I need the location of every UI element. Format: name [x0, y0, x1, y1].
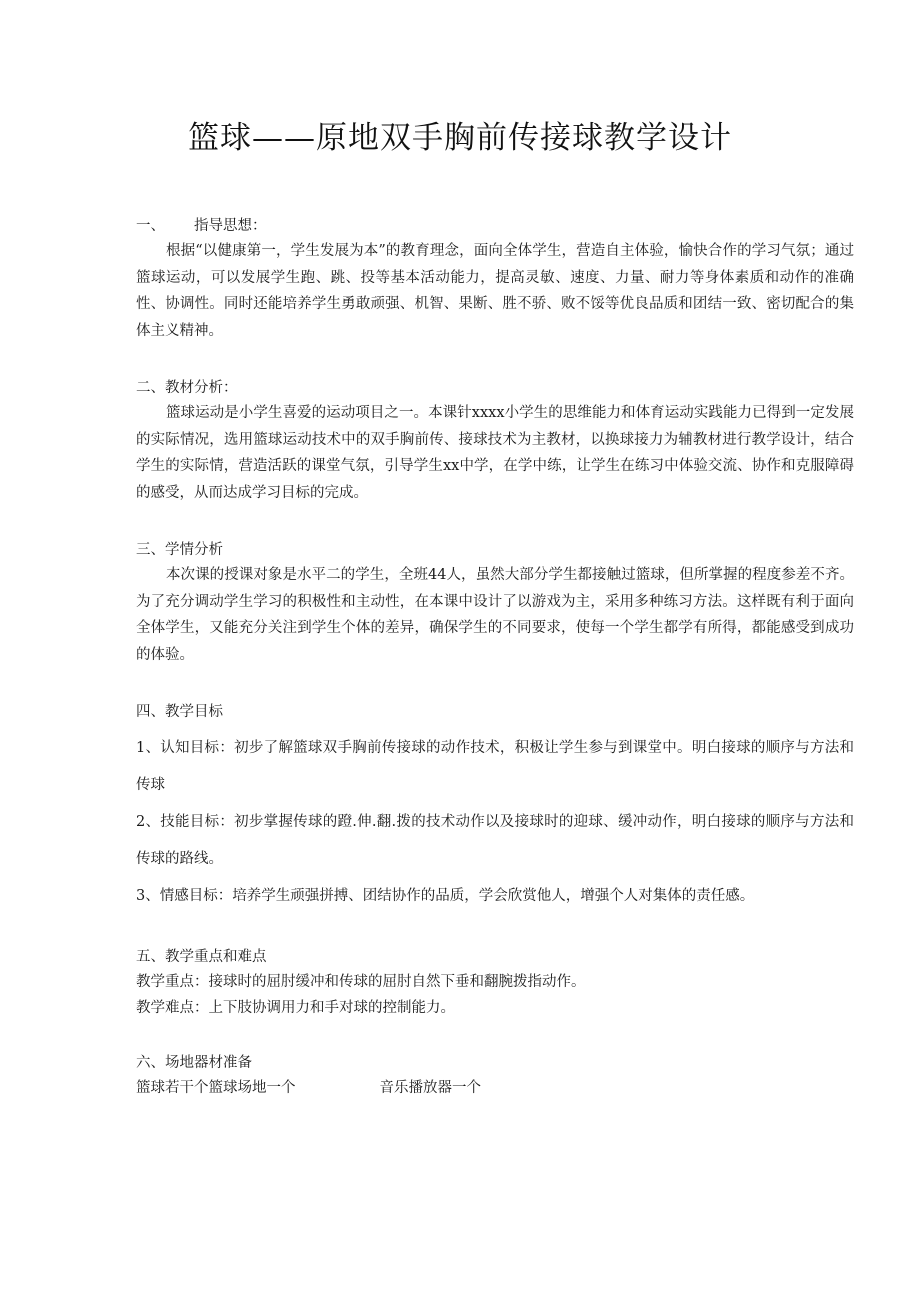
section-heading-key-points: 五、教学重点和难点 [136, 949, 267, 965]
section-heading-teaching-objectives: 四、教学目标 [136, 704, 223, 720]
equipment-list [136, 1075, 854, 1101]
spacer [136, 506, 854, 538]
objective-cognitive: 1、认知目标：初步了解篮球双手胸前传接球的动作技术，积极让学生参与到课堂中。明白接球的顺序与方法和传球 [136, 740, 854, 793]
teaching-difficulty: 教学难点：上下肢协调用力和手对球的控制能力。 [136, 1000, 455, 1016]
section-heading-equipment: 六、场地器材准备 [136, 1055, 252, 1071]
objective-emotional: 3、情感目标：培养学生顽强拼搏、团结协作的品质，学会欣赏他人，增强个人对集体的责任感。 [136, 888, 755, 904]
section-body-material-analysis: 篮球运动是小学生喜爱的运动项目之一。本课针xxxx小学生的思维能力和体育运动实践能力已得到一定发展的实际情况，选用篮球运动技术中的双手胸前传、接球技术为主教材，以换球接力为辅教材进行教学设计，结合学生的实际情，营造活跃的课堂气氛，引导学生xx中学，在学中练，让学生在练习中体验交流、协作和克服障碍的感受，从而达成学习目标的完成。 [136, 405, 854, 501]
document-title: 篮球——原地双手胸前传接球教学设计 [188, 120, 732, 156]
spacer [136, 668, 854, 700]
document-body [136, 214, 854, 1101]
section-heading-material-analysis: 二、教材分析： [136, 380, 238, 396]
section-heading-guiding-ideology [136, 214, 854, 238]
spacer [136, 1021, 854, 1051]
equipment-basketball: 篮球若干个篮球场地一个 [136, 1080, 296, 1096]
section-heading-student-analysis: 三、学情分析 [136, 542, 223, 558]
spacer [136, 344, 854, 376]
section-body-guiding-ideology: 根据“以健康第一，学生发展为本”的教育理念，面向全体学生，营造自主体验，愉快合作的学习气氛；通过篮球运动，可以发展学生跑、跳、投等基本活动能力，提高灵敏、速度、力量、耐力等身体素质和动作的准确性、协调性。同时还能培养学生勇敢顽强、机智、果断、胜不骄、败不馁等优良品质和团结一致、密切配合的集体主义精神。 [136, 243, 854, 339]
equipment-music-player: 音乐播放器一个 [379, 1080, 481, 1096]
section-number: 一、 [136, 218, 165, 234]
spacer [136, 915, 854, 945]
objective-skill: 2、技能目标：初步掌握传球的蹬.伸.翻.拨的技术动作以及接球时的迎球、缓冲动作，明白接球的顺序与方法和传球的路线。 [136, 814, 854, 867]
teaching-key-point: 教学重点：接球时的屈肘缓冲和传球的屈肘自然下垂和翻腕拨指动作。 [136, 974, 586, 990]
section-body-student-analysis: 本次课的授课对象是水平二的学生，全班44人，虽然大部分学生都接触过篮球，但所掌握的程度参差不齐。为了充分调动学生学习的积极性和主动性，在本课中设计了以游戏为主，采用多种练习方法。这样既有利于面向全体学生，又能充分关注到学生个体的差异，确保学生的不同要求，使每一个学生都学有所得，都能感受到成功的体验。 [136, 567, 854, 663]
section-label: 指导思想： [194, 218, 267, 234]
